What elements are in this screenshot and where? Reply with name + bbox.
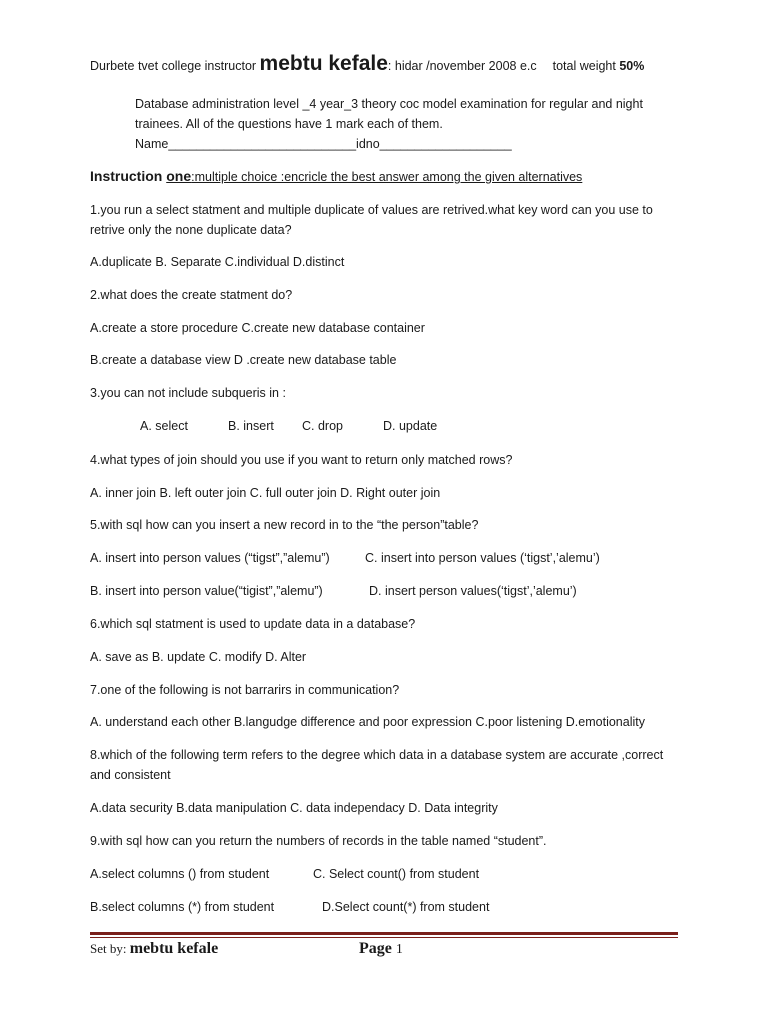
page-label: Page (359, 940, 396, 957)
author-name: mebtu kefale (129, 940, 219, 957)
intro-block (135, 94, 675, 154)
footer-rule-thin (90, 937, 678, 938)
page-number: 1 (395, 942, 403, 957)
question-9-option-a: A.select columns () from student (90, 867, 270, 881)
question-4: 4.what types of join should you use if you want to return only matched rows? (90, 453, 513, 467)
question-2-options-line1: A.create a store procedure C.create new database container (90, 321, 425, 335)
question-5: 5.with sql how can you insert a new record in to the “the person”table? (90, 518, 479, 532)
weight-label: total weight (552, 59, 620, 73)
question-4-options: A. inner join B. left outer join C. full outer join D. Right outer join (90, 486, 441, 500)
instruction-text: :multiple choice :encricle the best answer among the given alternatives (191, 170, 583, 184)
footer-page (359, 940, 403, 958)
question-6: 6.which sql statment is used to update data in a database? (90, 617, 416, 631)
question-3: 3.you can not include subqueris in : (90, 386, 286, 400)
question-1: 1.you run a select statment and multiple duplicate of values are retrived.what key word can you use to retrive only the none duplicate data? (90, 203, 653, 237)
question-5-option-d: D. insert person values(‘tigst’,’alemu’) (369, 584, 577, 598)
question-7-options: A. understand each other B.langudge difference and poor expression C.poor listening D.emotionality (90, 715, 645, 729)
question-5-option-b: B. insert into person value(“tigist”,”alemu”) (90, 584, 323, 598)
name-id-line: Name___________________________idno___________________ (135, 137, 512, 151)
college-text: Durbete tvet college instructor (90, 59, 260, 73)
footer-author (90, 940, 218, 958)
footer-rule-thick (90, 932, 678, 935)
intro-description: Database administration level _4 year_3 theory coc model examination for regular and night trainees. All of the questions have 1 mark each of them. (135, 97, 643, 131)
question-9-option-c: C. Select count() from student (313, 867, 480, 881)
weight-value: 50% (619, 59, 645, 73)
question-1-options: A.duplicate B. Separate C.individual D.distinct (90, 255, 345, 269)
header-line (90, 52, 644, 76)
question-3-option-a: A. select (140, 419, 188, 433)
instructor-name: mebtu kefale (259, 52, 388, 75)
question-5-option-a: A. insert into person values (“tigst”,”alemu”) (90, 551, 330, 565)
question-9-option-b: B.select columns (*) from student (90, 900, 275, 914)
question-9-option-d: D.Select count(*) from student (322, 900, 490, 914)
question-6-options: A. save as B. update C. modify D. Alter (90, 650, 307, 664)
question-7: 7.one of the following is not barrarirs in communication? (90, 683, 400, 697)
exam-date: : hidar /november 2008 e.c (387, 59, 537, 73)
question-5-option-c: C. insert into person values (‘tigst’,’alemu’) (365, 551, 600, 565)
instruction-line (90, 168, 582, 184)
question-3-option-d: D. update (383, 419, 438, 433)
question-9: 9.with sql how can you return the numbers of records in the table named “student”. (90, 834, 547, 848)
question-3-option-c: C. drop (302, 419, 343, 433)
question-3-option-b: B. insert (228, 419, 274, 433)
question-8: 8.which of the following term refers to the degree which data in a database system are accurate ,correct and consistent (90, 748, 664, 782)
set-by-label: Set by: (90, 941, 130, 956)
instruction-one: one (166, 168, 192, 184)
question-8-options: A.data security B.data manipulation C. data independacy D. Data integrity (90, 801, 498, 815)
question-2: 2.what does the create statment do? (90, 288, 293, 302)
instruction-label: Instruction (90, 168, 167, 184)
question-2-options-line2: B.create a database view D .create new database table (90, 353, 397, 367)
